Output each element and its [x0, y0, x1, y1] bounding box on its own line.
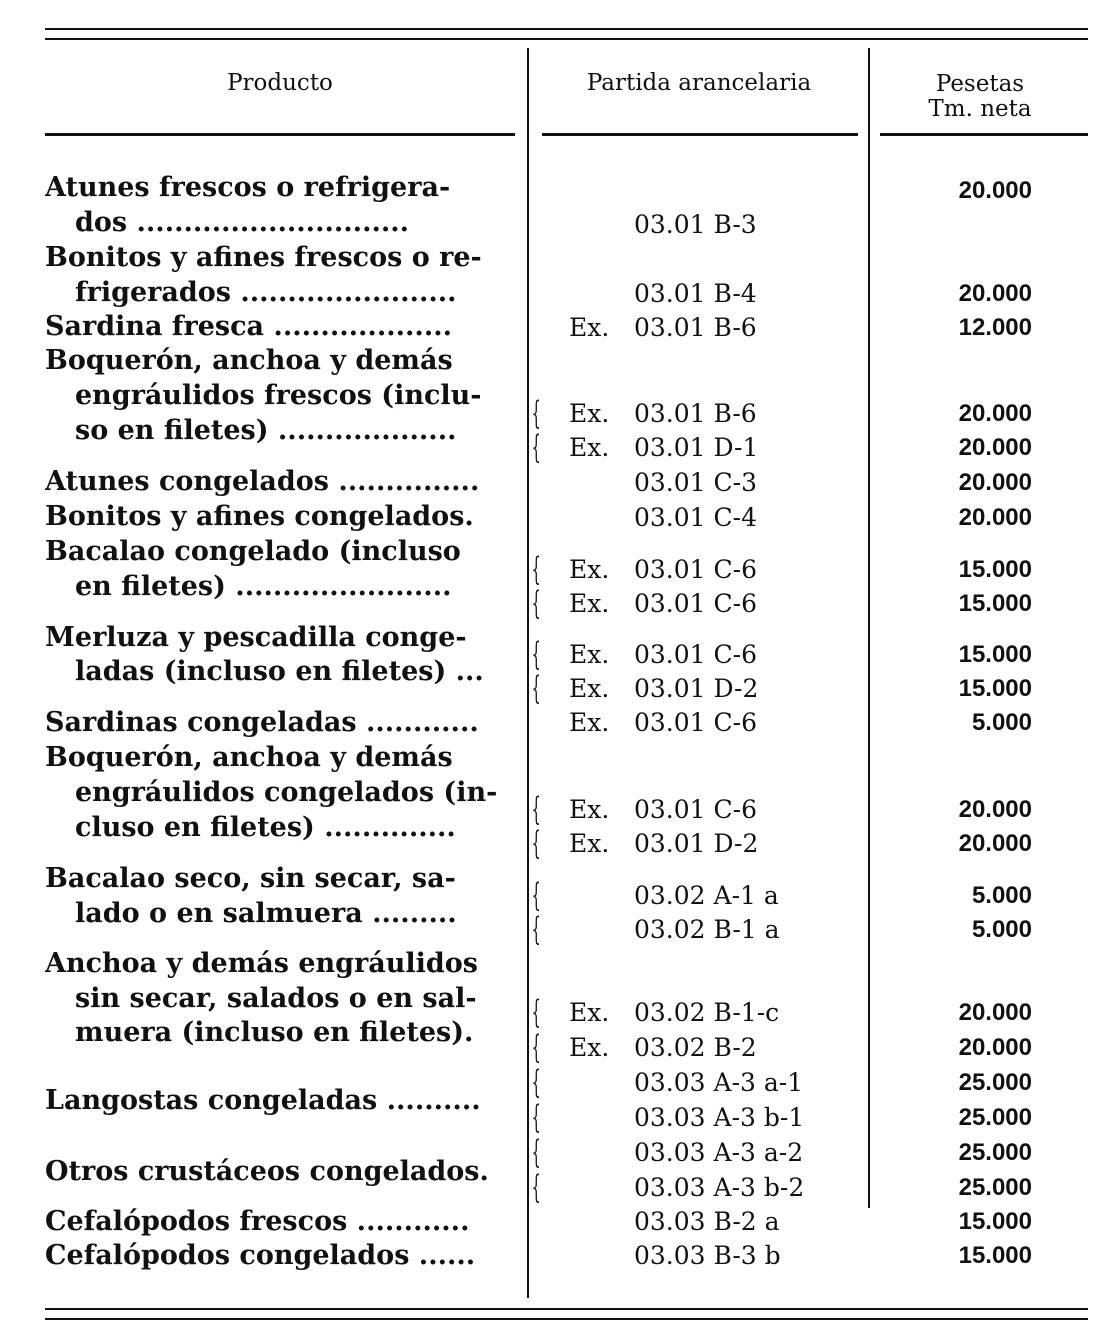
price-cell: 25.000	[958, 1174, 1032, 1201]
product-line: Merluza y pescadilla conge-	[45, 622, 467, 653]
ex-prefix: Ex.	[569, 640, 610, 669]
price-cell: 12.000	[958, 314, 1032, 341]
product-line: Langostas congeladas ..........	[45, 1085, 481, 1116]
tariff-code: 03.01 C-6	[634, 640, 757, 669]
price-cell: 20.000	[958, 796, 1032, 823]
tariff-code: 03.03 A-3 a-1	[634, 1068, 804, 1097]
header-producto: Producto	[227, 70, 333, 96]
tariff-code: 03.02 A-1 a	[634, 881, 779, 910]
tariff-code: 03.01 C-6	[634, 589, 757, 618]
header-partida: Partida arancelaria	[586, 70, 812, 96]
ex-prefix: Ex.	[569, 433, 610, 462]
brace-mark: {	[531, 1133, 541, 1171]
tariff-code: 03.01 D-2	[634, 674, 759, 703]
price-cell: 25.000	[958, 1069, 1032, 1096]
brace-mark: {	[531, 1098, 541, 1136]
price-cell: 15.000	[958, 1242, 1032, 1269]
header-rule-pesetas	[880, 133, 1088, 136]
brace-mark: {	[531, 1063, 541, 1101]
ex-prefix: Ex.	[569, 1033, 610, 1062]
product-line: Bacalao congelado (incluso	[45, 536, 461, 567]
tariff-code: 03.03 A-3 b-2	[634, 1173, 805, 1202]
code-row	[0, 1205, 1107, 1239]
brace-mark: {	[531, 1028, 541, 1066]
product-line: Bonitos y afines frescos o re-	[45, 242, 482, 273]
ex-prefix: Ex.	[569, 998, 610, 1027]
tariff-code: 03.01 C-4	[634, 503, 757, 532]
header-pesetas-line2: Tm. neta	[928, 96, 1032, 122]
product-line: so en filetes) ...................	[75, 415, 457, 446]
brace-mark: {	[531, 1168, 541, 1206]
price-cell: 5.000	[971, 882, 1032, 909]
code-row	[0, 1168, 1107, 1206]
price-cell: 20.000	[958, 999, 1032, 1026]
product-line: lado o en salmuera .........	[75, 898, 457, 929]
price-cell: 20.000	[958, 177, 1032, 204]
product-line: engráulidos frescos (inclu-	[75, 380, 482, 411]
price-cell: 20.000	[958, 400, 1032, 427]
product-line: cluso en filetes) ..............	[75, 812, 456, 843]
tariff-code: 03.01 B-6	[634, 399, 757, 428]
tariff-code: 03.03 A-3 b-1	[634, 1103, 805, 1132]
price-cell: 20.000	[958, 434, 1032, 461]
tariff-code: 03.02 B-1-c	[634, 998, 780, 1027]
header-pesetas-line1: Pesetas	[935, 71, 1025, 97]
brace-mark: {	[531, 584, 541, 622]
price-cell: 20.000	[958, 280, 1032, 307]
tariff-code: 03.03 B-2 a	[634, 1207, 780, 1236]
tariff-code: 03.01 C-6	[634, 708, 757, 737]
product-line: Atunes congelados ...............	[45, 466, 480, 497]
tariff-code: 03.01 D-1	[634, 433, 759, 462]
tariff-code: 03.01 B-4	[634, 279, 757, 308]
product-line: engráulidos congelados (in-	[75, 777, 498, 808]
ex-prefix: Ex.	[569, 555, 610, 584]
price-cell: 20.000	[958, 504, 1032, 531]
code-row	[0, 466, 1107, 500]
code-row	[0, 824, 1107, 862]
product-line: ladas (incluso en filetes) ...	[75, 656, 484, 687]
brace-mark: {	[531, 910, 541, 948]
brace-mark: {	[531, 876, 541, 914]
code-row	[0, 1028, 1107, 1066]
top-rule-2	[45, 38, 1088, 40]
code-row	[0, 1133, 1107, 1171]
ex-prefix: Ex.	[569, 313, 610, 342]
tariff-code: 03.01 D-2	[634, 829, 759, 858]
price-cell: 5.000	[971, 709, 1032, 736]
code-row	[0, 311, 1107, 345]
product-line: sin secar, salados o en sal-	[75, 983, 477, 1014]
price-cell: 20.000	[958, 469, 1032, 496]
product-line: frigerados .......................	[75, 277, 457, 308]
ex-prefix: Ex.	[569, 589, 610, 618]
code-row	[0, 706, 1107, 740]
brace-mark: {	[531, 993, 541, 1031]
price-cell: 15.000	[958, 556, 1032, 583]
product-line: dos .............................	[75, 207, 410, 238]
code-row	[0, 208, 1107, 242]
code-row	[0, 277, 1107, 311]
tariff-code: 03.01 B-6	[634, 313, 757, 342]
ex-prefix: Ex.	[569, 708, 610, 737]
product-line: Cefalópodos frescos ............	[45, 1206, 470, 1237]
product-line: en filetes) .......................	[75, 571, 452, 602]
ex-prefix: Ex.	[569, 795, 610, 824]
code-row	[0, 1239, 1107, 1273]
header-pesetas	[880, 72, 1080, 122]
price-cell: 25.000	[958, 1139, 1032, 1166]
bottom-rule-1	[45, 1308, 1088, 1310]
product-line: Anchoa y demás engráulidos	[45, 948, 479, 979]
tariff-code: 03.03 A-3 a-2	[634, 1138, 804, 1167]
price-cell: 15.000	[958, 641, 1032, 668]
price-cell: 20.000	[958, 830, 1032, 857]
code-row	[0, 993, 1107, 1031]
tariff-code: 03.01 C-6	[634, 555, 757, 584]
header-rule-producto	[45, 133, 515, 136]
product-line: Sardina fresca ...................	[45, 311, 453, 342]
product-line: Sardinas congeladas ............	[45, 707, 479, 738]
brace-mark: {	[531, 790, 541, 828]
price-cell: 15.000	[958, 675, 1032, 702]
top-rule-1	[45, 28, 1088, 30]
code-row	[0, 501, 1107, 535]
tariff-code: 03.03 B-3 b	[634, 1241, 781, 1270]
brace-mark: {	[531, 428, 541, 466]
product-line: Otros crustáceos congelados.	[45, 1156, 489, 1187]
tariff-code: 03.01 C-3	[634, 468, 757, 497]
tariff-code: 03.01 C-6	[634, 795, 757, 824]
product-line: Atunes frescos o refrigera-	[45, 172, 451, 203]
product-line: Bacalao seco, sin secar, sa-	[45, 863, 456, 894]
ex-prefix: Ex.	[569, 399, 610, 428]
price-cell: 15.000	[958, 590, 1032, 617]
bottom-rule-2	[45, 1318, 1088, 1320]
brace-mark: {	[531, 394, 541, 432]
brace-mark: {	[531, 550, 541, 588]
brace-mark: {	[531, 669, 541, 707]
price-cell: 5.000	[971, 916, 1032, 943]
code-row	[0, 910, 1107, 948]
price-cell: 25.000	[958, 1104, 1032, 1131]
brace-mark: {	[531, 635, 541, 673]
brace-mark: {	[531, 824, 541, 862]
product-line: Bonitos y afines congelados.	[45, 501, 474, 532]
tariff-code: 03.02 B-2	[634, 1033, 757, 1062]
price-cell: 20.000	[958, 1034, 1032, 1061]
ex-prefix: Ex.	[569, 674, 610, 703]
product-line: muera (incluso en filetes).	[75, 1017, 474, 1048]
product-line: Cefalópodos congelados ......	[45, 1240, 476, 1271]
tariff-code: 03.02 B-1 a	[634, 915, 780, 944]
product-line: Boquerón, anchoa y demás	[45, 742, 453, 773]
tariff-code: 03.01 B-3	[634, 210, 757, 239]
ex-prefix: Ex.	[569, 829, 610, 858]
product-line: Boquerón, anchoa y demás	[45, 345, 453, 376]
header-rule-partida	[542, 133, 858, 136]
price-cell: 15.000	[958, 1208, 1032, 1235]
